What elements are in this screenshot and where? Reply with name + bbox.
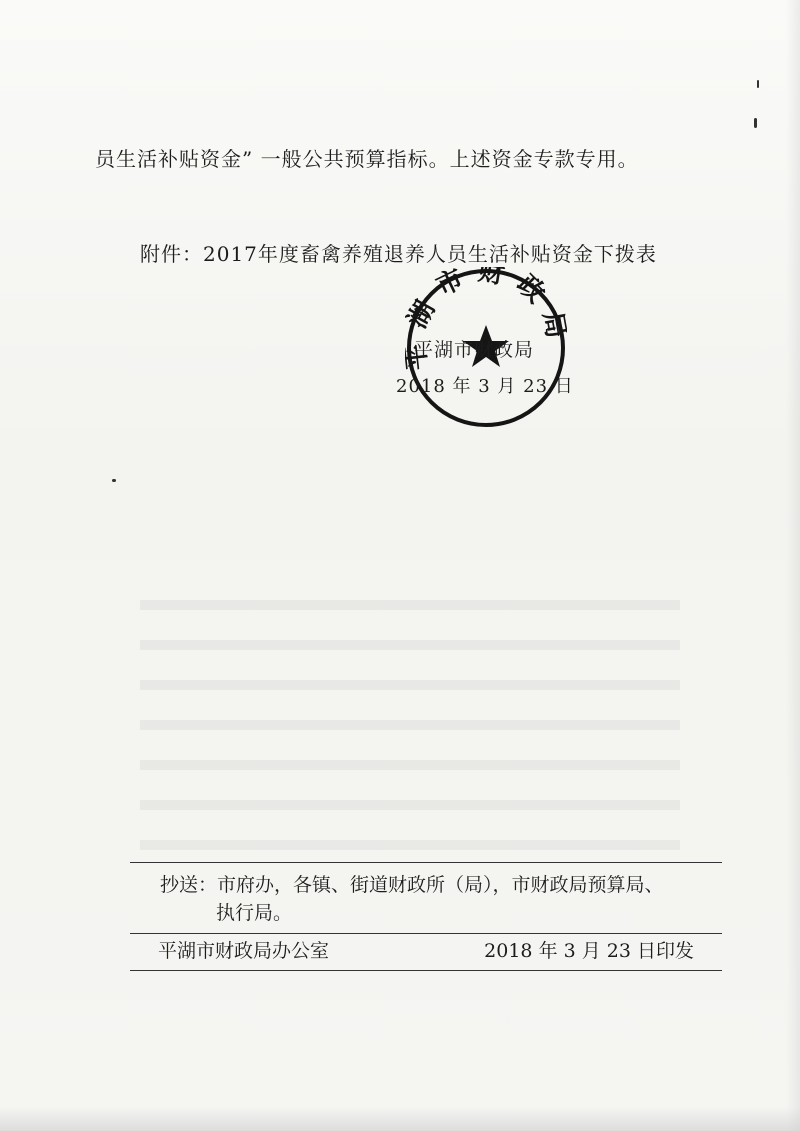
- issuer-name: 平湖市财政局: [414, 339, 535, 361]
- cc-recipients: 市府办，各镇、街道财政所（局），市财政局预算局、: [217, 874, 664, 896]
- page-bottom-shadow: [0, 1107, 800, 1131]
- scan-speck: [757, 80, 759, 88]
- svg-text:平湖市财政局: 湖市财政: [405, 267, 560, 334]
- footer-print-row: [130, 933, 722, 970]
- scan-speck: [754, 118, 757, 128]
- issue-date: 2018 年 3 月 23 日: [396, 376, 574, 397]
- document-footer: [130, 862, 722, 971]
- show-through-text: [140, 600, 680, 860]
- page-edge-shadow: [786, 0, 800, 1131]
- print-date: 2018 年 3 月 23 日印发: [484, 940, 694, 962]
- issuing-office: 平湖市财政局办公室: [158, 940, 330, 962]
- scan-speck: [112, 479, 116, 482]
- cc-label: 抄送：: [160, 874, 218, 896]
- attachment-line: 附件：2017年度畜禽养殖退养人员生活补贴资金下拨表: [140, 242, 657, 266]
- body-text-line: 员生活补贴资金” 一般公共预算指标。上述资金专款专用。: [95, 147, 639, 171]
- cc-recipients-continued: 执行局。: [216, 902, 293, 924]
- cc-block: [130, 863, 722, 933]
